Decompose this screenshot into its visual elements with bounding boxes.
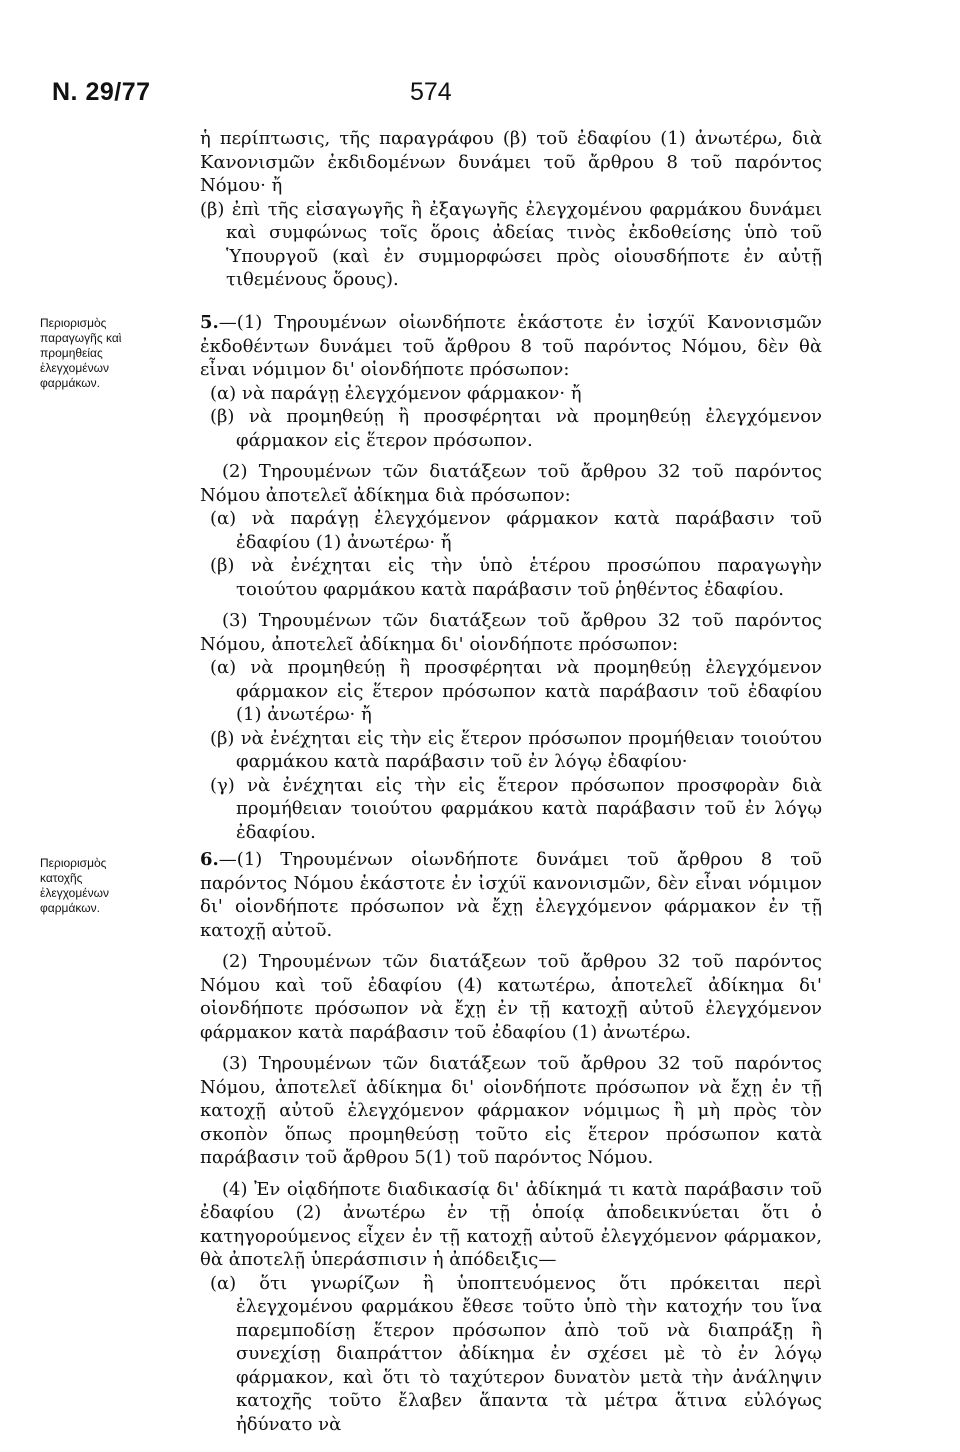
section-5-p3-item-c: (γ) νὰ ἐνέχηται εἰς τὴν εἰς ἕτερον πρόσωπον προσφορὰν διὰ προμήθειαν τοιούτου φαρμάκου κατὰ παράβασιν τοῦ ἐν λόγῳ ἐδαφίου. — [210, 774, 822, 843]
continuation-block — [200, 127, 822, 292]
sidenote-possession: Περιορισμὸς κατοχῆς ἐλεγχομένων φαρμάκων. — [40, 856, 109, 915]
page-header — [0, 78, 960, 118]
section-5-p1-item-a: (α) νὰ παράγῃ ἐλεγχόμενον φάρμακον· ἤ — [210, 382, 582, 404]
section-5-p1-text: —(1) Τηρουμένων οἱωνδήποτε ἑκάστοτε ἐν ἰσχύϊ Κανονισμῶν ἐκδοθέντων δυνάμει τοῦ ἄρθρου 8 τοῦ παρόντος Νόμου, δὲν θὰ εἶναι νόμιμον δι' οἱονδήποτε πρόσωπον: — [200, 312, 822, 380]
section-5-p2-item-a: (α) νὰ παράγῃ ἐλεγχόμενον φάρμακον κατὰ παράβασιν τοῦ ἐδαφίου (1) ἀνωτέρω· ἤ — [210, 508, 822, 553]
section-6 — [200, 848, 822, 1436]
section-5-number: 5. — [200, 312, 219, 333]
section-6-paragraph-3: (3) Τηρουμένων τῶν διατάξεων τοῦ ἄρθρου 32 τοῦ παρόντος Νόμου, ἀποτελεῖ ἀδίκημα δι' οἱονδήποτε πρόσωπον νὰ ἔχῃ ἐν τῇ κατοχῇ αὐτοῦ ἐλεγχόμενον φάρμακον νόμιμως ἢ μὴ πρὸς τὸν σκοπὸν ὅπως προμηθεύσῃ τοῦτο εἰς ἕτερον πρόσωπον κατὰ παράβασιν τοῦ ἄρθρου 5(1) τοῦ παρόντος Νόμου. — [200, 1053, 822, 1168]
item-b: (β) ἐπὶ τῆς εἰσαγωγῆς ἢ ἐξαγωγῆς ἐλεγχομένου φαρμάκου δυνάμει καὶ συμφώνως τοῖς ὅροις ἀδείας τινὸς ἐκδοθείσης ὑπὸ τοῦ Ὑπουργοῦ (καὶ ἐν συμμορφώσει πρὸς οἱουσδήποτε ἐν αὐτῇ τιθεμένους ὅρους). — [200, 198, 822, 290]
section-5-paragraph-3: (3) Τηρουμένων τῶν διατάξεων τοῦ ἄρθρου 32 τοῦ παρόντος Νόμου, ἀποτελεῖ ἀδίκημα δι' οἱονδήποτε πρόσωπον: — [200, 610, 822, 655]
sidenote-production-supply: Περιορισμὸς παραγωγῆς καὶ προμηθείας ἐλεγχομένων φαρμάκων. — [40, 316, 122, 390]
page-number: 574 — [410, 78, 452, 106]
section-5 — [200, 311, 822, 844]
continuation-paragraph: ἡ περίπτωσις, τῆς παραγράφου (β) τοῦ ἐδαφίου (1) ἀνωτέρω, διὰ Κανονισμῶν ἐκδιδομένων δυνάμει τοῦ ἄρθρου 8 τοῦ παρόντος Νόμου· ἤ — [200, 128, 822, 196]
section-5-p1-item-b: (β) νὰ προμηθεύῃ ἢ προσφέρηται νὰ προμηθεύῃ ἐλεγχόμενον φάρμακον εἰς ἕτερον πρόσωπον. — [210, 406, 822, 451]
section-5-p3-item-a: (α) νὰ προμηθεύῃ ἢ προσφέρηται νὰ προμηθεύῃ ἐλεγχόμενον φάρμακον εἰς ἕτερον πρόσωπον κατὰ παράβασιν τοῦ ἐδαφίου (1) ἀνωτέρω· ἤ — [210, 657, 822, 725]
section-6-p4-item-a: (α) ὅτι γνωρίζων ἢ ὑποπτευόμενος ὅτι πρόκειται περὶ ἐλεγχομένου φαρμάκου ἔθεσε τοῦτο ὑπὸ τὴν κατοχήν του ἵνα παρεμποδίσῃ ἕτερον πρόσωπον ἀπὸ τοῦ νὰ διαπράξῃ ἢ συνεχίσῃ διαπράττον ἀδίκημα ἐν σχέσει μὲ τὸ ἐν λόγῳ φάρμακον, καὶ ὅτι τὸ ταχύτερον δυνατὸν μετὰ τὴν ἀνάληψιν κατοχῆς τοῦτο ἔλαβεν ἅπαντα τὰ μέτρα ἅτινα εὐλόγως ἠδύνατο νὰ — [210, 1272, 822, 1435]
section-5-p3-item-b: (β) νὰ ἐνέχηται εἰς τὴν εἰς ἕτερον πρόσωπον προμήθειαν τοιούτου φαρμάκου κατὰ παράβασιν τοῦ ἐν λόγῳ ἐδαφίου· — [210, 727, 822, 772]
section-5-paragraph-1 — [200, 311, 822, 382]
section-6-p1-text: —(1) Τηρουμένων οἱωνδήποτε δυνάμει τοῦ ἄρθρου 8 τοῦ παρόντος Νόμου ἑκάστοτε ἐν ἰσχύϊ κανονισμῶν, δὲν εἶναι νόμιμον δι' οἱονδήποτε πρόσωπον νὰ ἔχῃ ἐλεγχόμενον φάρμακον ἐν τῇ κατοχῇ αὐτοῦ. — [200, 849, 822, 941]
section-5-paragraph-2: (2) Τηρουμένων τῶν διατάξεων τοῦ ἄρθρου 32 τοῦ παρόντος Νόμου ἀποτελεῖ ἀδίκημα διὰ πρόσωπον: — [200, 461, 822, 506]
section-5-p2-item-b: (β) νὰ ἐνέχηται εἰς τὴν ὑπὸ ἑτέρου προσώπου παραγωγὴν τοιούτου φαρμάκου κατὰ παράβασιν τοῦ ῥηθέντος ἐδαφίου. — [210, 555, 822, 600]
section-6-paragraph-4: (4) Ἐν οἱᾳδήποτε διαδικασίᾳ δι' ἀδίκημά τι κατὰ παράβασιν τοῦ ἐδαφίου (2) ἀνωτέρω ἐν τῇ ὁποίᾳ ἀποδεικνύεται ὅτι ὁ κατηγορούμενος εἶχεν ἐν τῇ κατοχῇ αὐτοῦ ἐλεγχόμενον φάρμακον, θὰ ἀποτελῇ ὑπεράσπισιν ἡ ἀπόδειξις— — [200, 1178, 822, 1270]
section-6-paragraph-2: (2) Τηρουμένων τῶν διατάξεων τοῦ ἄρθρου 32 τοῦ παρόντος Νόμου καὶ τοῦ ἐδαφίου (4) κατωτέρω, ἀποτελεῖ ἀδίκημα δι' οἱονδήποτε πρόσωπον νὰ ἔχῃ ἐν τῇ κατοχῇ αὐτοῦ ἐλεγχόμενον φάρμακον κατὰ παράβασιν τοῦ ἐδαφίου (1) ἀνωτέρω. — [200, 951, 822, 1043]
law-number: Ν. 29/77 — [52, 78, 151, 106]
section-6-paragraph-1 — [200, 848, 822, 942]
section-6-number: 6. — [200, 849, 219, 870]
